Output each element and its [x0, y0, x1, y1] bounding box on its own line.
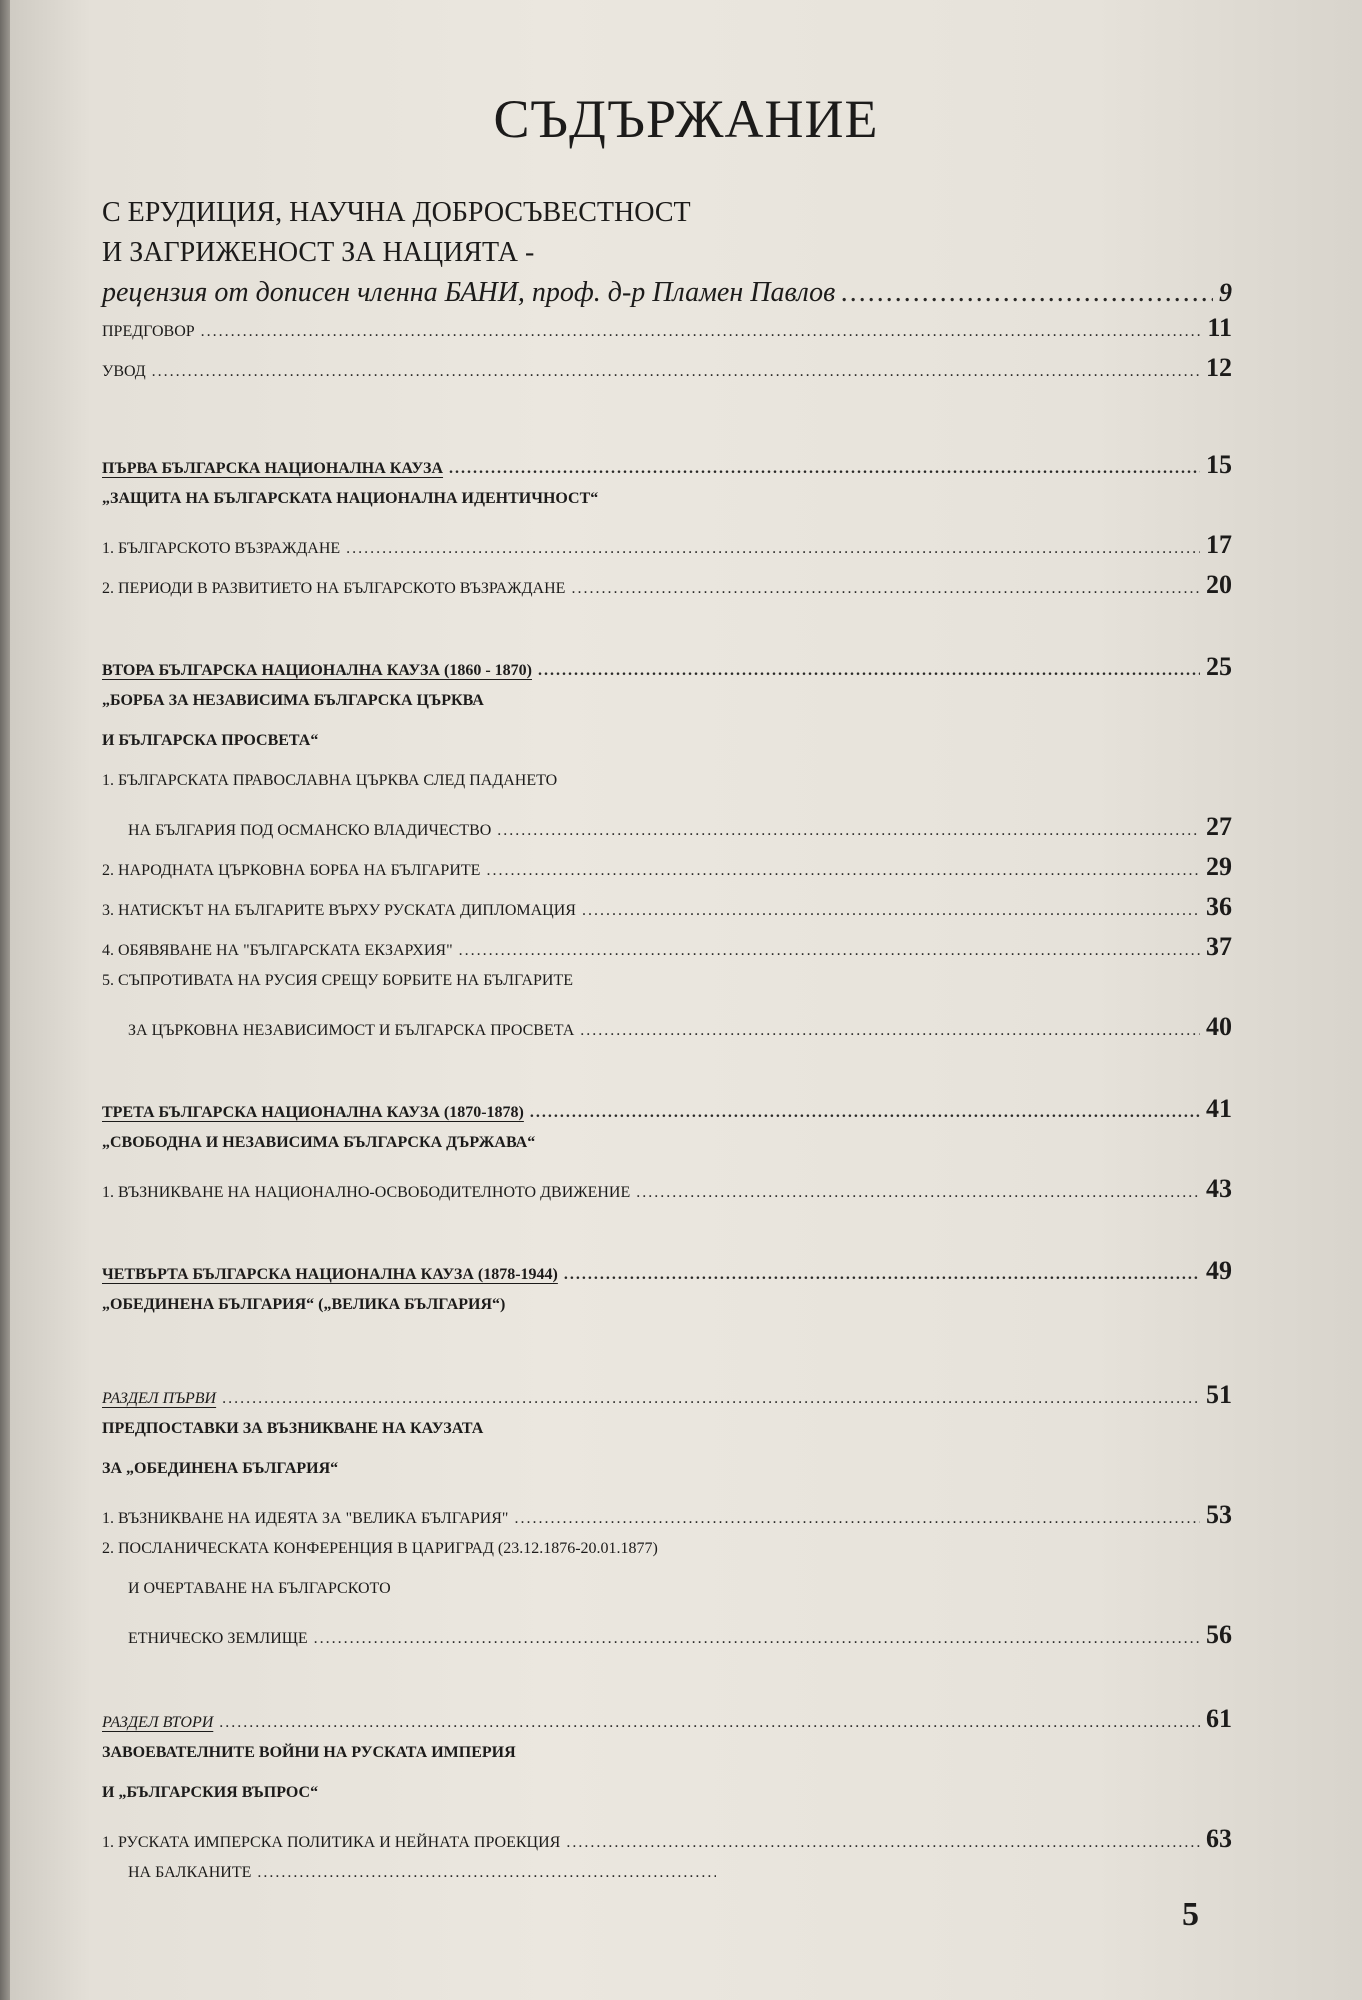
toc-entry: [128, 1012, 1232, 1052]
review-author: рецензия от дописен членна БАНИ, проф. д-р Пламен Павлов: [102, 277, 836, 308]
dot-leader: [257, 1864, 716, 1882]
toc-entry: [128, 1620, 1232, 1660]
toc-entry-line: И ОЧЕРТАВАНЕ НА БЪЛГАРСКОТО: [128, 1580, 391, 1597]
dot-leader: [580, 1022, 1200, 1040]
toc-label: РАЗДЕЛ ПЪРВИ: [102, 1390, 217, 1407]
toc-entry-line: 1. БЪЛГАРСКАТА ПРАВОСЛАВНА ЦЪРКВА СЛЕД ПАДАНЕТО: [102, 772, 558, 789]
review-line-3: [102, 273, 1232, 313]
page-title: СЪДЪРЖАНИЕ: [493, 89, 879, 149]
toc-label: ПЪРВА БЪЛГАРСКА НАЦИОНАЛНА КАУЗА: [102, 460, 444, 477]
toc-entry-line: 5. СЪПРОТИВАТА НА РУСИЯ СРЕЩУ БОРБИТЕ НА БЪЛГАРИТЕ: [102, 972, 573, 989]
page-ref: 40: [1206, 1012, 1232, 1041]
dot-leader: [219, 1714, 1200, 1732]
toc-entry: [128, 1864, 722, 1904]
dot-leader: [564, 1266, 1200, 1284]
toc-label: 2. НАРОДНАТА ЦЪРКОВНА БОРБА НА БЪЛГАРИТЕ: [102, 862, 481, 879]
page-ref: 61: [1206, 1704, 1232, 1733]
page-ref: 20: [1206, 570, 1232, 599]
toc-entry: [102, 1500, 1232, 1540]
toc-entry-intro: [102, 353, 1232, 393]
toc-entry: [102, 852, 1232, 892]
dot-leader: [152, 363, 1200, 381]
page-ref: 43: [1206, 1174, 1232, 1203]
cause-3-heading: [102, 1094, 1232, 1134]
page-ref: 56: [1206, 1620, 1232, 1649]
toc-label: ТРЕТА БЪЛГАРСКА НАЦИОНАЛНА КАУЗА (1870-1878): [102, 1104, 524, 1121]
toc-entry: [102, 1174, 1232, 1214]
section-1-title-1: ПРЕДПОСТАВКИ ЗА ВЪЗНИКВАНЕ НА КАУЗАТА: [102, 1420, 484, 1437]
toc-label: 2. ПЕРИОДИ В РАЗВИТИЕТО НА БЪЛГАРСКОТО ВЪЗРАЖДАНЕ: [102, 580, 566, 597]
toc-label: ЕТНИЧЕСКО ЗЕМЛИЩЕ: [128, 1630, 308, 1647]
toc-label: ВТОРА БЪЛГАРСКА НАЦИОНАЛНА КАУЗА (1860 - 1870): [102, 662, 532, 679]
toc-label: 1. БЪЛГАРСКОТО ВЪЗРАЖДАНЕ: [102, 540, 341, 557]
toc-label: ЗА ЦЪРКОВНА НЕЗАВИСИМОСТ И БЪЛГАРСКА ПРОСВЕТА: [128, 1022, 575, 1039]
section-1-title-2: ЗА „ОБЕДИНЕНА БЪЛГАРИЯ“: [102, 1460, 339, 1477]
review-line-2: И ЗАГРИЖЕНОСТ ЗА НАЦИЯТА -: [102, 237, 535, 268]
toc-entry: [102, 932, 1232, 972]
book-page: [10, 0, 1362, 2000]
dot-leader: [314, 1630, 1200, 1648]
cause-3-subtitle: „СВОБОДНА И НЕЗАВИСИМА БЪЛГАРСКА ДЪРЖАВА“: [102, 1134, 536, 1151]
dot-leader: [582, 902, 1200, 920]
toc-entry-line: 2. ПОСЛАНИЧЕСКАТА КОНФЕРЕНЦИЯ В ЦАРИГРАД (23.12.1876-20.01.1877): [102, 1540, 658, 1557]
toc-entry: [102, 1824, 1232, 1864]
cause-2-subtitle-2: И БЪЛГАРСКА ПРОСВЕТА“: [102, 732, 319, 749]
dot-leader: [636, 1184, 1200, 1202]
toc-entry: [102, 530, 1232, 570]
section-1-heading: [102, 1380, 1232, 1420]
dot-leader: [538, 662, 1200, 680]
page-ref: 11: [1207, 313, 1232, 342]
page-number: 5: [1182, 1896, 1199, 1933]
section-2-heading: [102, 1704, 1232, 1744]
dot-leader: [530, 1104, 1200, 1122]
toc-label: ЧЕТВЪРТА БЪЛГАРСКА НАЦИОНАЛНА КАУЗА (1878-1944): [102, 1266, 558, 1283]
toc-label: УВОД: [102, 363, 146, 380]
book-spine: [0, 0, 10, 2000]
dot-leader: [459, 942, 1200, 960]
page-ref: 12: [1206, 353, 1232, 382]
cause-2-subtitle-1: „БОРБА ЗА НЕЗАВИСИМА БЪЛГАРСКА ЦЪРКВА: [102, 692, 484, 709]
toc-label: 3. НАТИСКЪТ НА БЪЛГАРИТЕ ВЪРХУ РУСКАТА ДИПЛОМАЦИЯ: [102, 902, 576, 919]
page-ref: 37: [1206, 932, 1232, 961]
cause-4-heading: [102, 1256, 1232, 1296]
page-ref: 41: [1206, 1094, 1232, 1123]
page-ref: 53: [1206, 1500, 1232, 1529]
toc-label: 1. ВЪЗНИКВАНЕ НА ИДЕЯТА ЗА "ВЕЛИКА БЪЛГАРИЯ": [102, 1510, 509, 1527]
toc-entry: [128, 812, 1232, 852]
toc-label: НА БАЛКАНИТЕ: [128, 1864, 252, 1881]
page-ref: 63: [1206, 1824, 1232, 1853]
toc-label: 1. ВЪЗНИКВАНЕ НА НАЦИОНАЛНО-ОСВОБОДИТЕЛНОТО ДВИЖЕНИЕ: [102, 1184, 631, 1201]
dot-leader: [346, 540, 1200, 558]
review-line-1: С ЕРУДИЦИЯ, НАУЧНА ДОБРОСЪВЕСТНОСТ: [102, 197, 691, 228]
cause-2-heading: [102, 652, 1232, 692]
page-ref: 9: [1219, 278, 1232, 307]
page-ref: 17: [1206, 530, 1232, 559]
dot-leader: [222, 1390, 1200, 1408]
page-ref: 49: [1206, 1256, 1232, 1285]
toc-label: 1. РУСКАТА ИМПЕРСКА ПОЛИТИКА И НЕЙНАТА ПРОЕКЦИЯ: [102, 1834, 561, 1851]
dot-leader: [449, 460, 1200, 478]
toc-label: НА БЪЛГАРИЯ ПОД ОСМАНСКО ВЛАДИЧЕСТВО: [128, 822, 492, 839]
dot-leader: [841, 273, 1213, 313]
toc-label: РАЗДЕЛ ВТОРИ: [102, 1714, 214, 1731]
page-ref: 29: [1206, 852, 1232, 881]
dot-leader: [486, 862, 1200, 880]
dot-leader: [201, 323, 1202, 341]
page-ref: 51: [1206, 1380, 1232, 1409]
dot-leader: [514, 1510, 1200, 1528]
page-ref: 15: [1206, 450, 1232, 479]
toc-entry: [102, 570, 1232, 610]
dot-leader: [566, 1834, 1200, 1852]
cause-4-subtitle: „ОБЕДИНЕНА БЪЛГАРИЯ“ („ВЕЛИКА БЪЛГАРИЯ“): [102, 1296, 506, 1313]
section-2-title-2: И „БЪЛГАРСКИЯ ВЪПРОС“: [102, 1784, 319, 1801]
cause-1-subtitle: „ЗАЩИТА НА БЪЛГАРСКАТА НАЦИОНАЛНА ИДЕНТИЧНОСТ“: [102, 490, 599, 507]
cause-1-heading: [102, 450, 1232, 490]
page-ref: 25: [1206, 652, 1232, 681]
toc-entry-preface: [102, 313, 1232, 353]
page-ref: 36: [1206, 892, 1232, 921]
section-2-title-1: ЗАВОЕВАТЕЛНИТЕ ВОЙНИ НА РУСКАТА ИМПЕРИЯ: [102, 1744, 516, 1761]
toc-entry: [102, 892, 1232, 932]
dot-leader: [497, 822, 1200, 840]
page-ref: 27: [1206, 812, 1232, 841]
toc-label: ПРЕДГОВОР: [102, 323, 195, 340]
toc-label: 4. ОБЯВЯВАНЕ НА "БЪЛГАРСКАТА ЕКЗАРХИЯ": [102, 942, 453, 959]
dot-leader: [571, 580, 1200, 598]
